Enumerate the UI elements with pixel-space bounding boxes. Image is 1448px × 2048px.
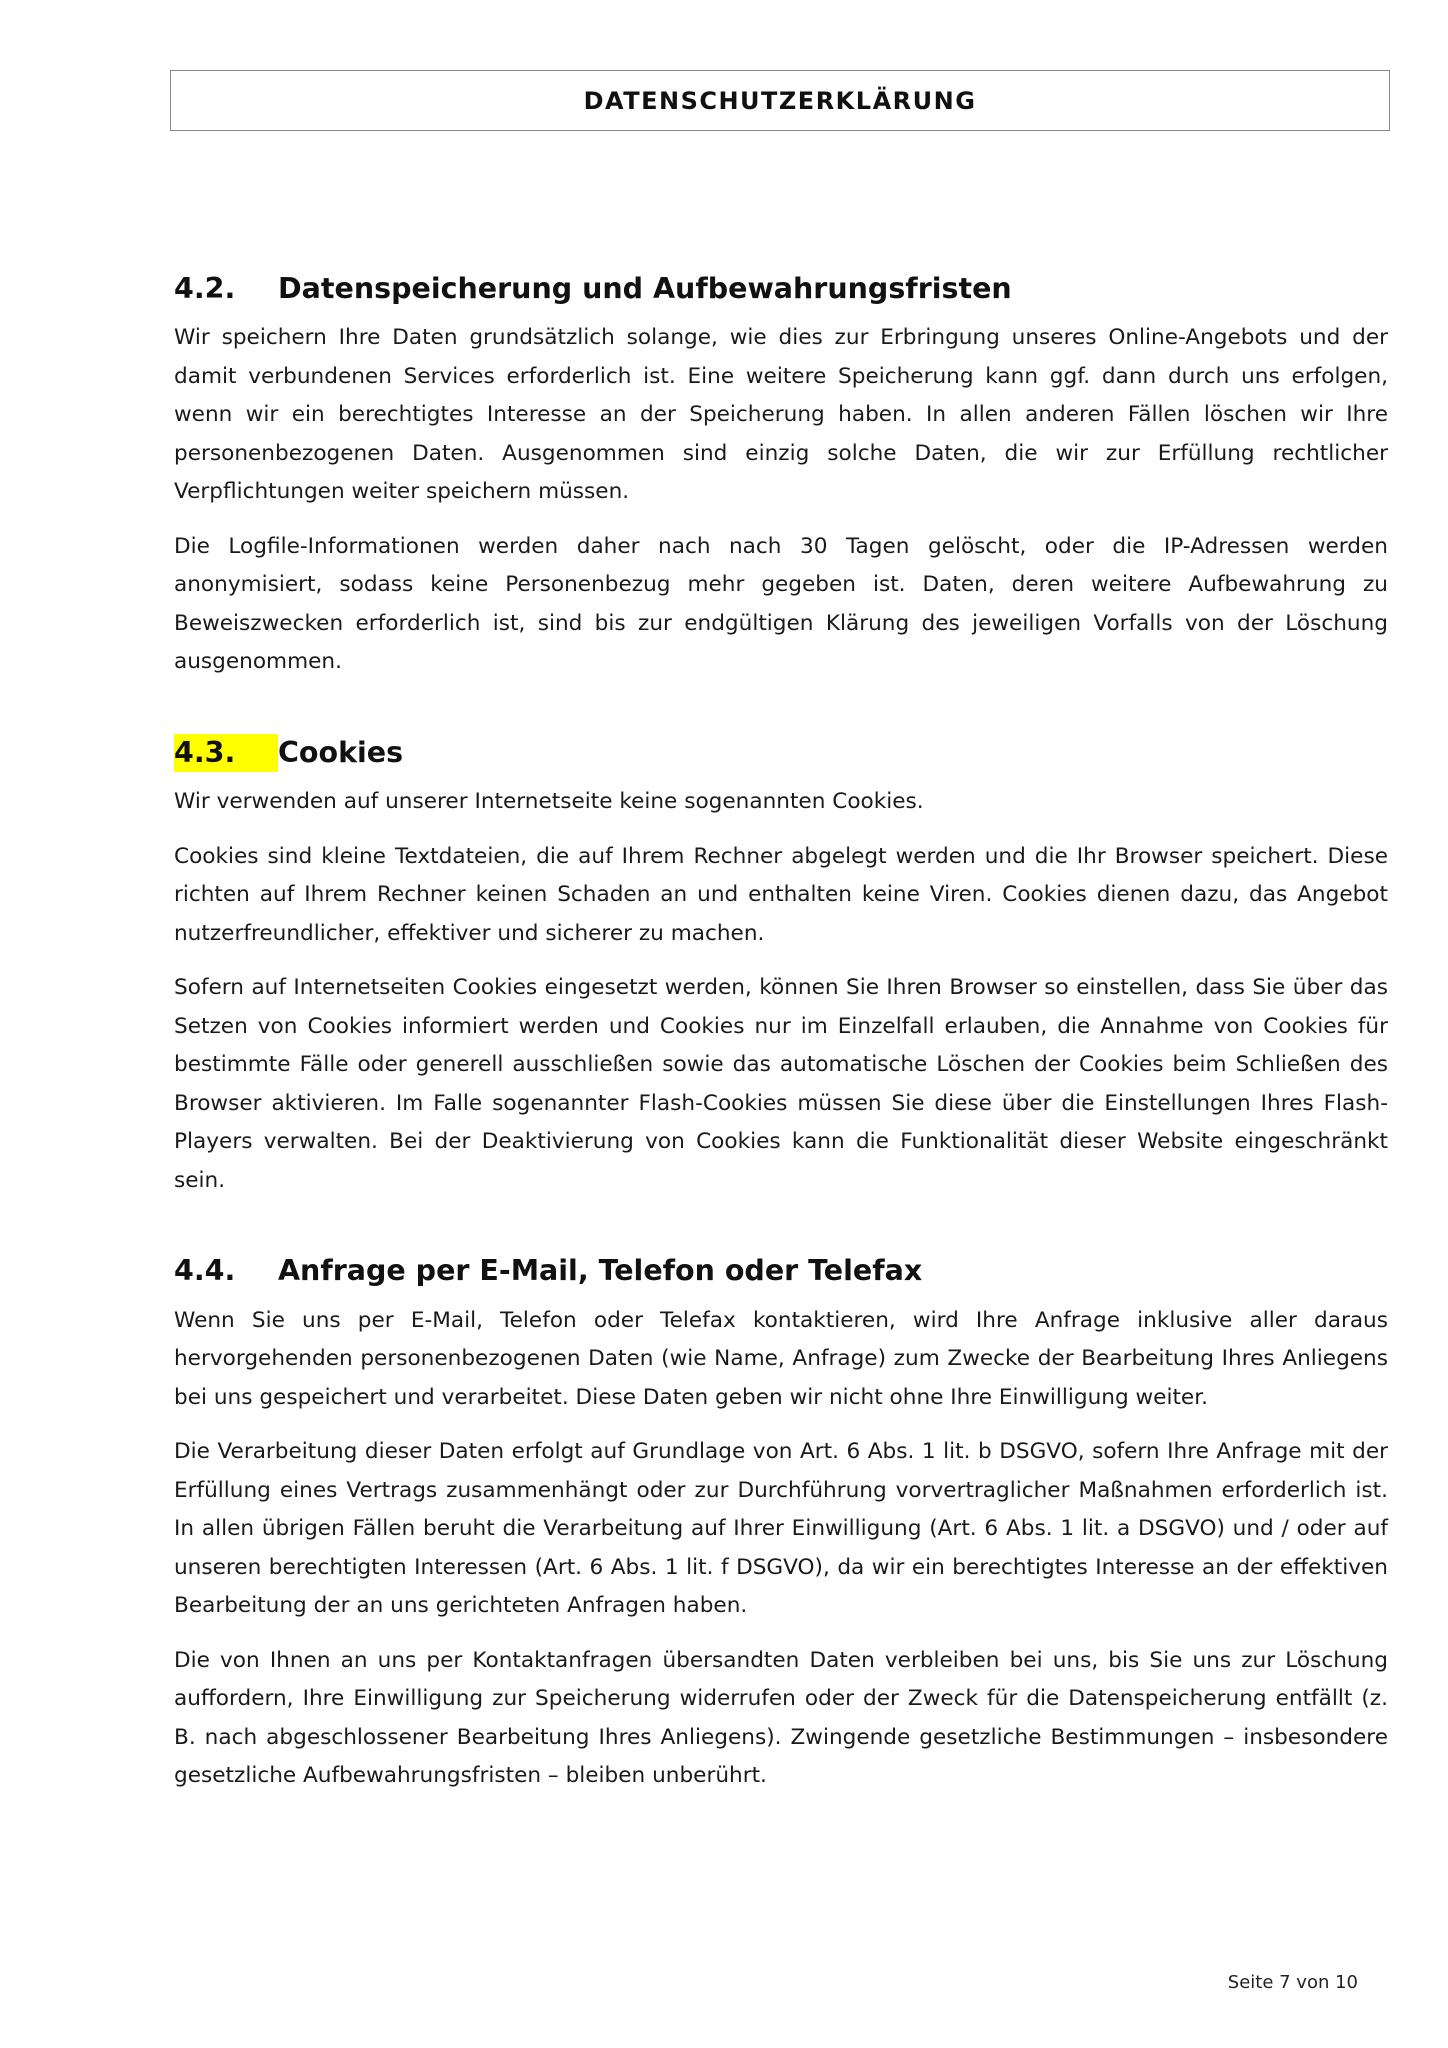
section-title: Cookies [278,735,404,769]
document-body [174,270,1388,1848]
paragraph: Wir speichern Ihre Daten grundsätzlich solange, wie dies zur Erbringung unseres Online-Angebots und der damit verbundenen Services erforderlich ist. Eine weitere Speicherung kann ggf. dann durch uns erfolgen, wenn wir ein berechtigtes Interesse an der Speicherung haben. In allen anderen Fällen löschen wir Ihre personenbezogenen Daten. Ausgenommen sind einzig solche Daten, die wir zur Erfüllung rechtlicher Verpflichtungen weiter speichern müssen. [174,325,1388,505]
section-heading [174,1252,1388,1290]
paragraph: Wir verwenden auf unserer Internetseite keine sogenannten Cookies. [174,789,924,815]
section-title: Anfrage per E-Mail, Telefon oder Telefax [278,1254,923,1288]
paragraph: Wenn Sie uns per E-Mail, Telefon oder Telefax kontaktieren, wird Ihre Anfrage inklusive aller daraus hervorgehenden personenbezogenen Daten (wie Name, Anfrage) zum Zwecke der Bearbeitung Ihres Anliegens bei uns gespeichert und verarbeitet. Diese Daten geben wir nicht ohne Ihre Einwilligung weiter. [174,1307,1388,1410]
page-number: Seite 7 von 10 [1227,1972,1358,1993]
section-4-3 [174,734,1388,1200]
section-title: Datenspeicherung und Aufbewahrungsfristen [278,272,1012,305]
paragraph: Die Verarbeitung dieser Daten erfolgt auf Grundlage von Art. 6 Abs. 1 lit. b DSGVO, sofern Ihre Anfrage mit der Erfüllung eines Vertrags zusammenhängt oder zur Durchführung vorvertraglicher Maßnahmen erforderlich ist. In allen übrigen Fällen beruht die Verarbeitung auf Ihrer Einwilligung (Art. 6 Abs. 1 lit. a DSGVO) und / oder auf unseren berechtigten Interessen (Art. 6 Abs. 1 lit. f DSGVO), da wir ein berechtigtes Interesse an der effektiven Bearbeitung der an uns gerichteten Anfragen haben. [174,1439,1388,1619]
paragraph: Cookies sind kleine Textdateien, die auf Ihrem Rechner abgelegt werden und die Ihr Browser speichert. Diese richten auf Ihrem Rechner keinen Schaden an und enthalten keine Viren. Cookies dienen dazu, das Angebot nutzerfreundlicher, effektiver und sicherer zu machen. [174,843,1388,946]
paragraph: Die Logfile-Informationen werden daher nach nach 30 Tagen gelöscht, oder die IP-Adressen werden anonymisiert, sodass keine Personenbezug mehr gegeben ist. Daten, deren weitere Aufbewahrung zu Beweiszwecken erforderlich ist, sind bis zur endgültigen Klärung des jeweiligen Vorfalls von der Löschung ausgenommen. [174,533,1388,675]
section-number: 4.4. [174,1254,236,1288]
section-4-2 [174,270,1388,682]
document-header [170,70,1390,131]
section-4-4 [174,1252,1388,1795]
section-number: 4.2. [174,272,236,305]
section-heading [174,734,1388,772]
paragraph: Die von Ihnen an uns per Kontaktanfragen übersandten Daten verbleiben bei uns, bis Sie uns zur Löschung auffordern, Ihre Einwilligung zur Speicherung widerrufen oder der Zweck für die Datenspeicherung entfällt (z. B. nach abgeschlossener Bearbeitung Ihres Anliegens). Zwingende gesetzliche Bestimmungen – insbesondere gesetzliche Aufbewahrungsfristen – bleiben unberührt. [174,1647,1388,1789]
paragraph: Sofern auf Internetseiten Cookies eingesetzt werden, können Sie Ihren Browser so einstellen, dass Sie über das Setzen von Cookies informiert werden und Cookies nur im Einzelfall erlauben, die Annahme von Cookies für bestimmte Fälle oder generell ausschließen sowie das automatische Löschen der Cookies beim Schließen des Browser aktivieren. Im Falle sogenannter Flash-Cookies müssen Sie diese über die Einstellungen Ihres Flash-Players verwalten. Bei der Deaktivierung von Cookies kann die Funktionalität dieser Website eingeschränkt sein. [174,975,1388,1193]
section-number-highlighted: 4.3. [174,734,278,772]
document-title: DATENSCHUTZERKLÄRUNG [583,86,977,115]
section-heading [174,270,1388,308]
